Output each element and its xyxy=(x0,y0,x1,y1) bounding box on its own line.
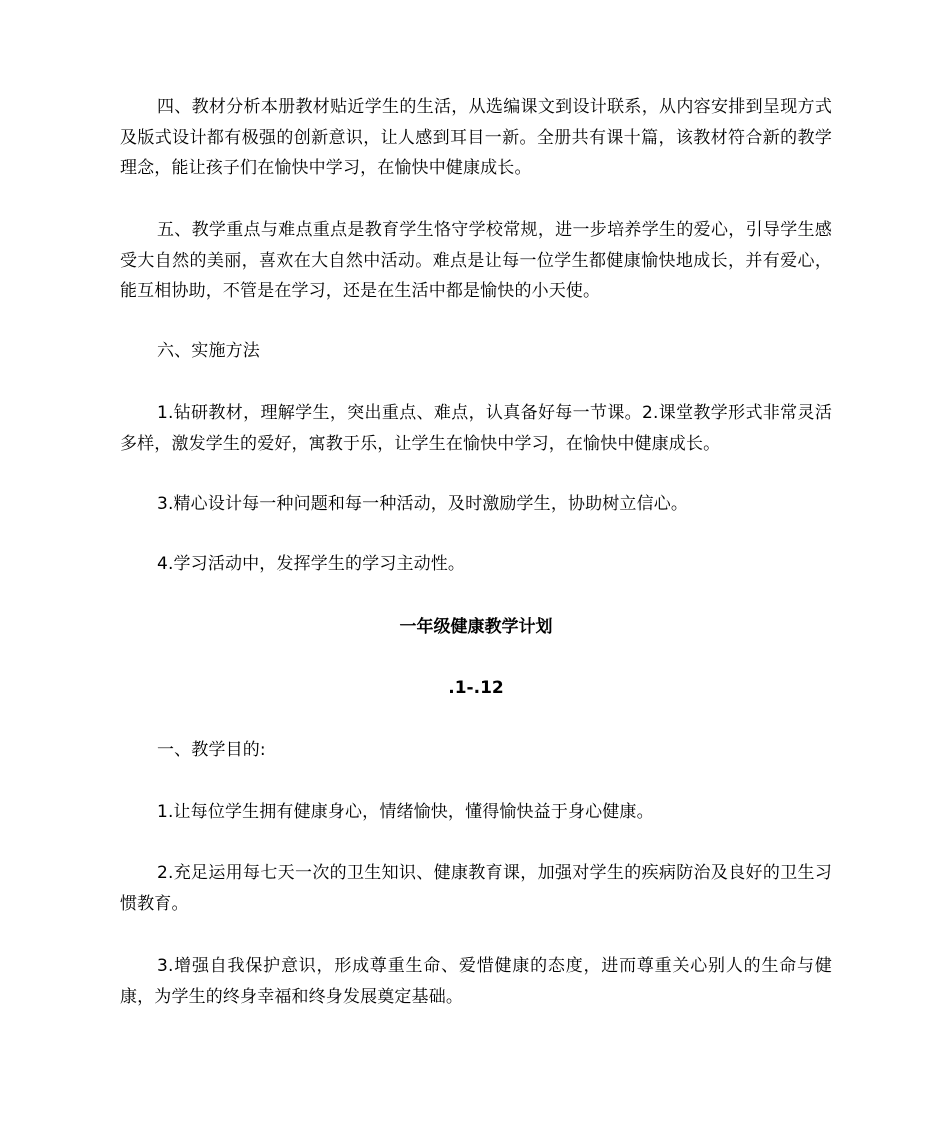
document-date-range: .1-.12 xyxy=(448,678,504,698)
paragraph-implementation-heading: 六、实施方法 xyxy=(157,341,260,361)
document-title: 一年级健康教学计划 xyxy=(399,617,553,637)
paragraph-method-4: 4.学习活动中，发挥学生的学习主动性。 xyxy=(157,554,466,574)
paragraph-goal-2: 2.充足运用每七天一次的卫生知识、健康教育课，加强对学生的疾病防治及良好的卫生习惯教育。 xyxy=(120,863,832,914)
paragraph-method-3: 3.精心设计每一种问题和每一种活动，及时激励学生，协助树立信心。 xyxy=(157,494,689,514)
paragraph-teaching-goals-heading: 一、教学目的: xyxy=(157,740,266,760)
paragraph-textbook-analysis: 四、教材分析本册教材贴近学生的生活，从选编课文到设计联系，从内容安排到呈现方式及版式设计都有极强的创新意识，让人感到耳目一新。全册共有课十篇，该教材符合新的教学理念，能让孩子们在愉快中学习，在愉快中健康成长。 xyxy=(120,97,832,178)
paragraph-goal-3: 3.增强自我保护意识，形成尊重生命、爱惜健康的态度，进而尊重关心别人的生命与健康，为学生的终身幸福和终身发展奠定基础。 xyxy=(120,956,832,1007)
paragraph-method-1-2: 1.钻研教材，理解学生，突出重点、难点，认真备好每一节课。2.课堂教学形式非常灵活多样，激发学生的爱好，寓教于乐，让学生在愉快中学习，在愉快中健康成长。 xyxy=(120,403,832,454)
paragraph-goal-1: 1.让每位学生拥有健康身心，情绪愉快，懂得愉快益于身心健康。 xyxy=(157,802,654,822)
paragraph-key-difficult-points: 五、教学重点与难点重点是教育学生恪守学校常规，进一步培养学生的爱心，引导学生感受大自然的美丽，喜欢在大自然中活动。难点是让每一位学生都健康愉快地成长，并有爱心，能互相协助，不管是在学习，还是在生活中都是愉快的小天使。 xyxy=(120,220,832,301)
